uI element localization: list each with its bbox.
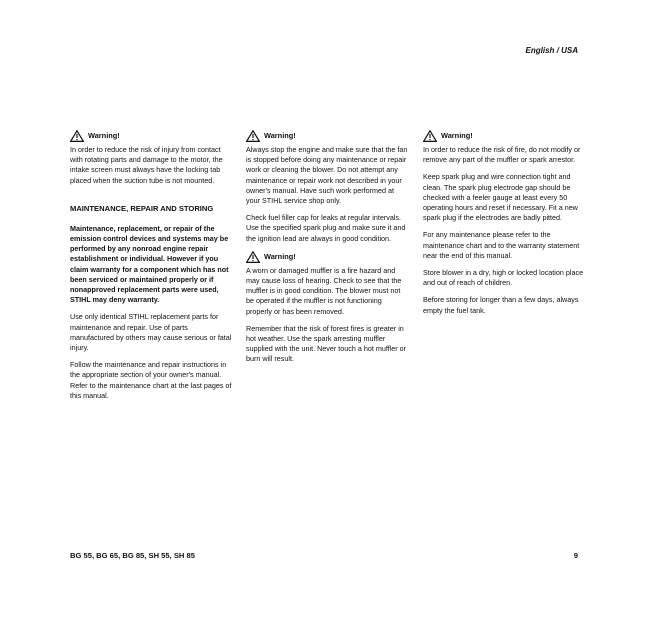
fuel-tank-paragraph: Before storing for longer than a few days, always empty the fuel tank. xyxy=(423,295,579,315)
warning-label: Warning! xyxy=(441,130,473,140)
page-number: 9 xyxy=(573,551,578,560)
storage-paragraph: Store blower in a dry, high or locked location place and out of reach of children. xyxy=(423,268,584,288)
warning-heading xyxy=(246,251,408,263)
column-3 xyxy=(423,130,585,323)
warning-triangle-icon xyxy=(246,251,260,263)
section-heading: MAINTENANCE, REPAIR AND STORING xyxy=(70,203,214,213)
warning-label: Warning! xyxy=(88,130,120,140)
column-2 xyxy=(246,130,408,372)
model-list: BG 55, BG 65, BG 85, SH 55, SH 85 xyxy=(70,551,195,560)
warning-text: In order to reduce the risk of fire, do not modify or remove any part of the muffler or spark arrestor. xyxy=(423,145,581,165)
maintenance-chart-paragraph: For any maintenance please refer to the maintenance chart and to the warranty statement near the end of this manual. xyxy=(423,230,580,260)
warning-text: In order to reduce the risk of injury from contact with rotating parts and damage to the motor, the intake screen must always have the locking tab placed when the suction tube is not mounted. xyxy=(70,145,223,185)
language-label: English / USA xyxy=(525,46,578,55)
warning-triangle-icon xyxy=(246,130,260,142)
warning-label: Warning! xyxy=(264,130,296,140)
warning-triangle-icon xyxy=(70,130,84,142)
warning-heading xyxy=(70,130,232,142)
spark-plug-paragraph: Keep spark plug and wire connection tight and clean. The spark plug electrode gap should be checked with a feeler gauge at least every 50 operating hours and reset if necessary. Fit a new spark plug if the electrodes are badly pitted. xyxy=(423,172,578,223)
maintenance-instructions-paragraph: Follow the maintenance and repair instructions in the appropriate section of your owner's manual. Refer to the maintenance chart at the last pages of this manual. xyxy=(70,360,232,400)
replacement-parts-paragraph: Use only identical STIHL replacement parts for maintenance and repair. Use of parts manufactured by others may cause serious or fatal injury. xyxy=(70,312,232,353)
forest-fire-paragraph: Remember that the risk of forest fires is greater in hot weather. Use the spark arresting muffler supplied with the unit. Never touch a hot muffler or burn will result. xyxy=(246,323,407,364)
emission-warranty-paragraph: Maintenance, replacement, or repair of the emission control devices and systems may be performed by any nonroad engine repair establishment or individual. However if you claim warranty for a component which has not been serviced or maintained properly or if nonapproved replacement parts were used, STIHL may deny warranty. xyxy=(70,223,229,305)
warning-heading xyxy=(246,130,408,142)
muffler-warning-text: A worn or damaged muffler is a fire hazard and may cause loss of hearing. Check to see that the muffler is in good condition. The blower must not be operated if the muffler is not functioning properly or has been removed. xyxy=(246,265,402,316)
warning-triangle-icon xyxy=(423,130,437,142)
warning-label: Warning! xyxy=(264,251,296,261)
warning-text: Always stop the engine and make sure that the fan is stopped before doing any maintenance or repair work or cleaning the blower. Do not attempt any maintenance or repair work not described in your owner's manual. Have such work performed at your STIHL service shop only. xyxy=(246,145,408,206)
fuel-cap-paragraph: Check fuel filler cap for leaks at regular intervals. Use the specified spark plug and make sure it and the ignition lead are always in good condition. xyxy=(246,213,406,243)
warning-heading xyxy=(423,130,585,142)
column-1 xyxy=(70,130,232,408)
